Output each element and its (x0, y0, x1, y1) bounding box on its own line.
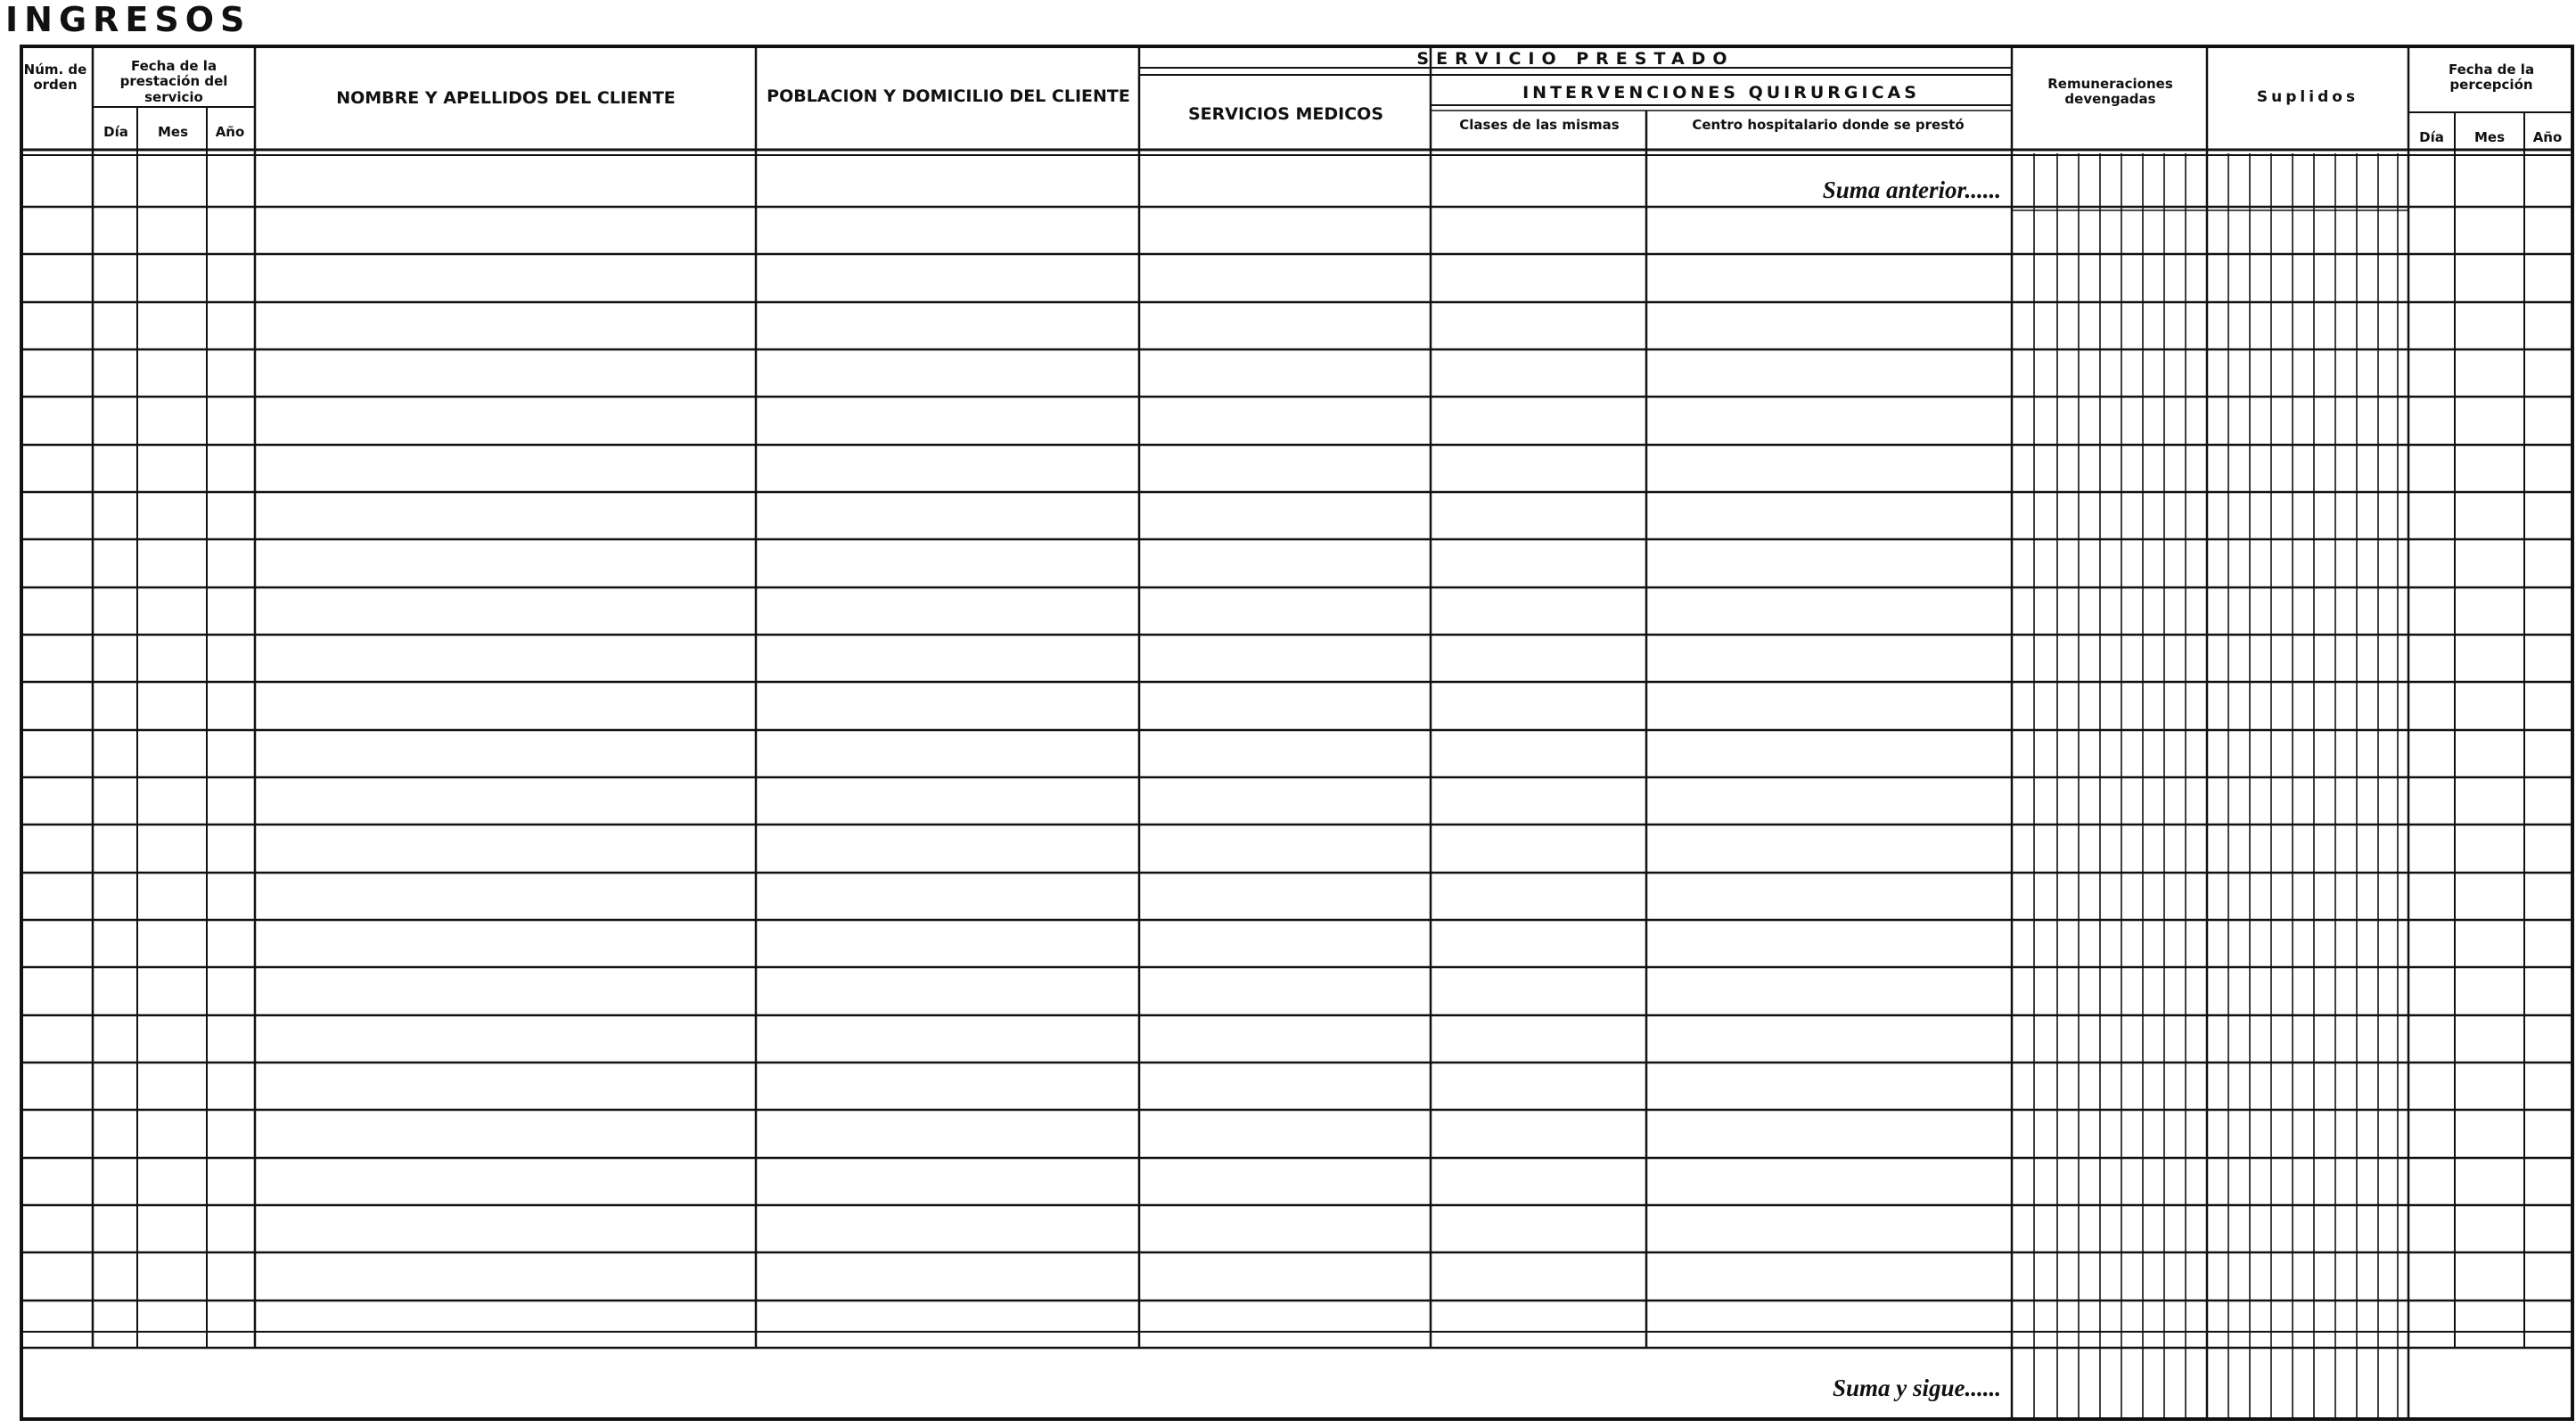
header-ano: Año (215, 124, 245, 140)
header-fecha-prestacion: Fecha de la prestación del servicio (119, 58, 228, 105)
header-servicios-medicos: SERVICIOS MEDICOS (1187, 104, 1384, 124)
suma-anterior-label: Suma anterior...... (1822, 176, 2001, 203)
header-centro: Centro hospitalario donde se prestó (1692, 117, 1965, 133)
header-mes: Mes (157, 124, 189, 140)
header-ano-percepcion: Año (2532, 129, 2563, 145)
header-suplidos: Suplidos (2256, 88, 2359, 106)
suma-y-sigue-label: Suma y sigue...... (1832, 1375, 2001, 1401)
header-nombre: NOMBRE Y APELLIDOS DEL CLIENTE (336, 88, 676, 108)
header-dia-percepcion: Día (2419, 129, 2444, 145)
header-intervenciones: INTERVENCIONES QUIRURGICAS (1522, 83, 1920, 103)
ledger-border (21, 46, 2572, 1419)
header-servicio-prestado: SERVICIO PRESTADO (1416, 49, 1735, 69)
header-mes-percepcion: Mes (2473, 129, 2506, 145)
header-remuneraciones: Remuneraciones devengadas (2047, 76, 2173, 108)
header-fecha-percepcion: Fecha de la percepción (2448, 62, 2535, 94)
header-clases: Clases de las mismas (1459, 117, 1620, 133)
header-poblacion: POBLACION Y DOMICILIO DEL CLIENTE (767, 86, 1130, 106)
header-dia: Día (103, 124, 128, 140)
page-title: INGRESOS (5, 0, 251, 39)
header-num-orden: Núm. de orden (23, 62, 87, 94)
